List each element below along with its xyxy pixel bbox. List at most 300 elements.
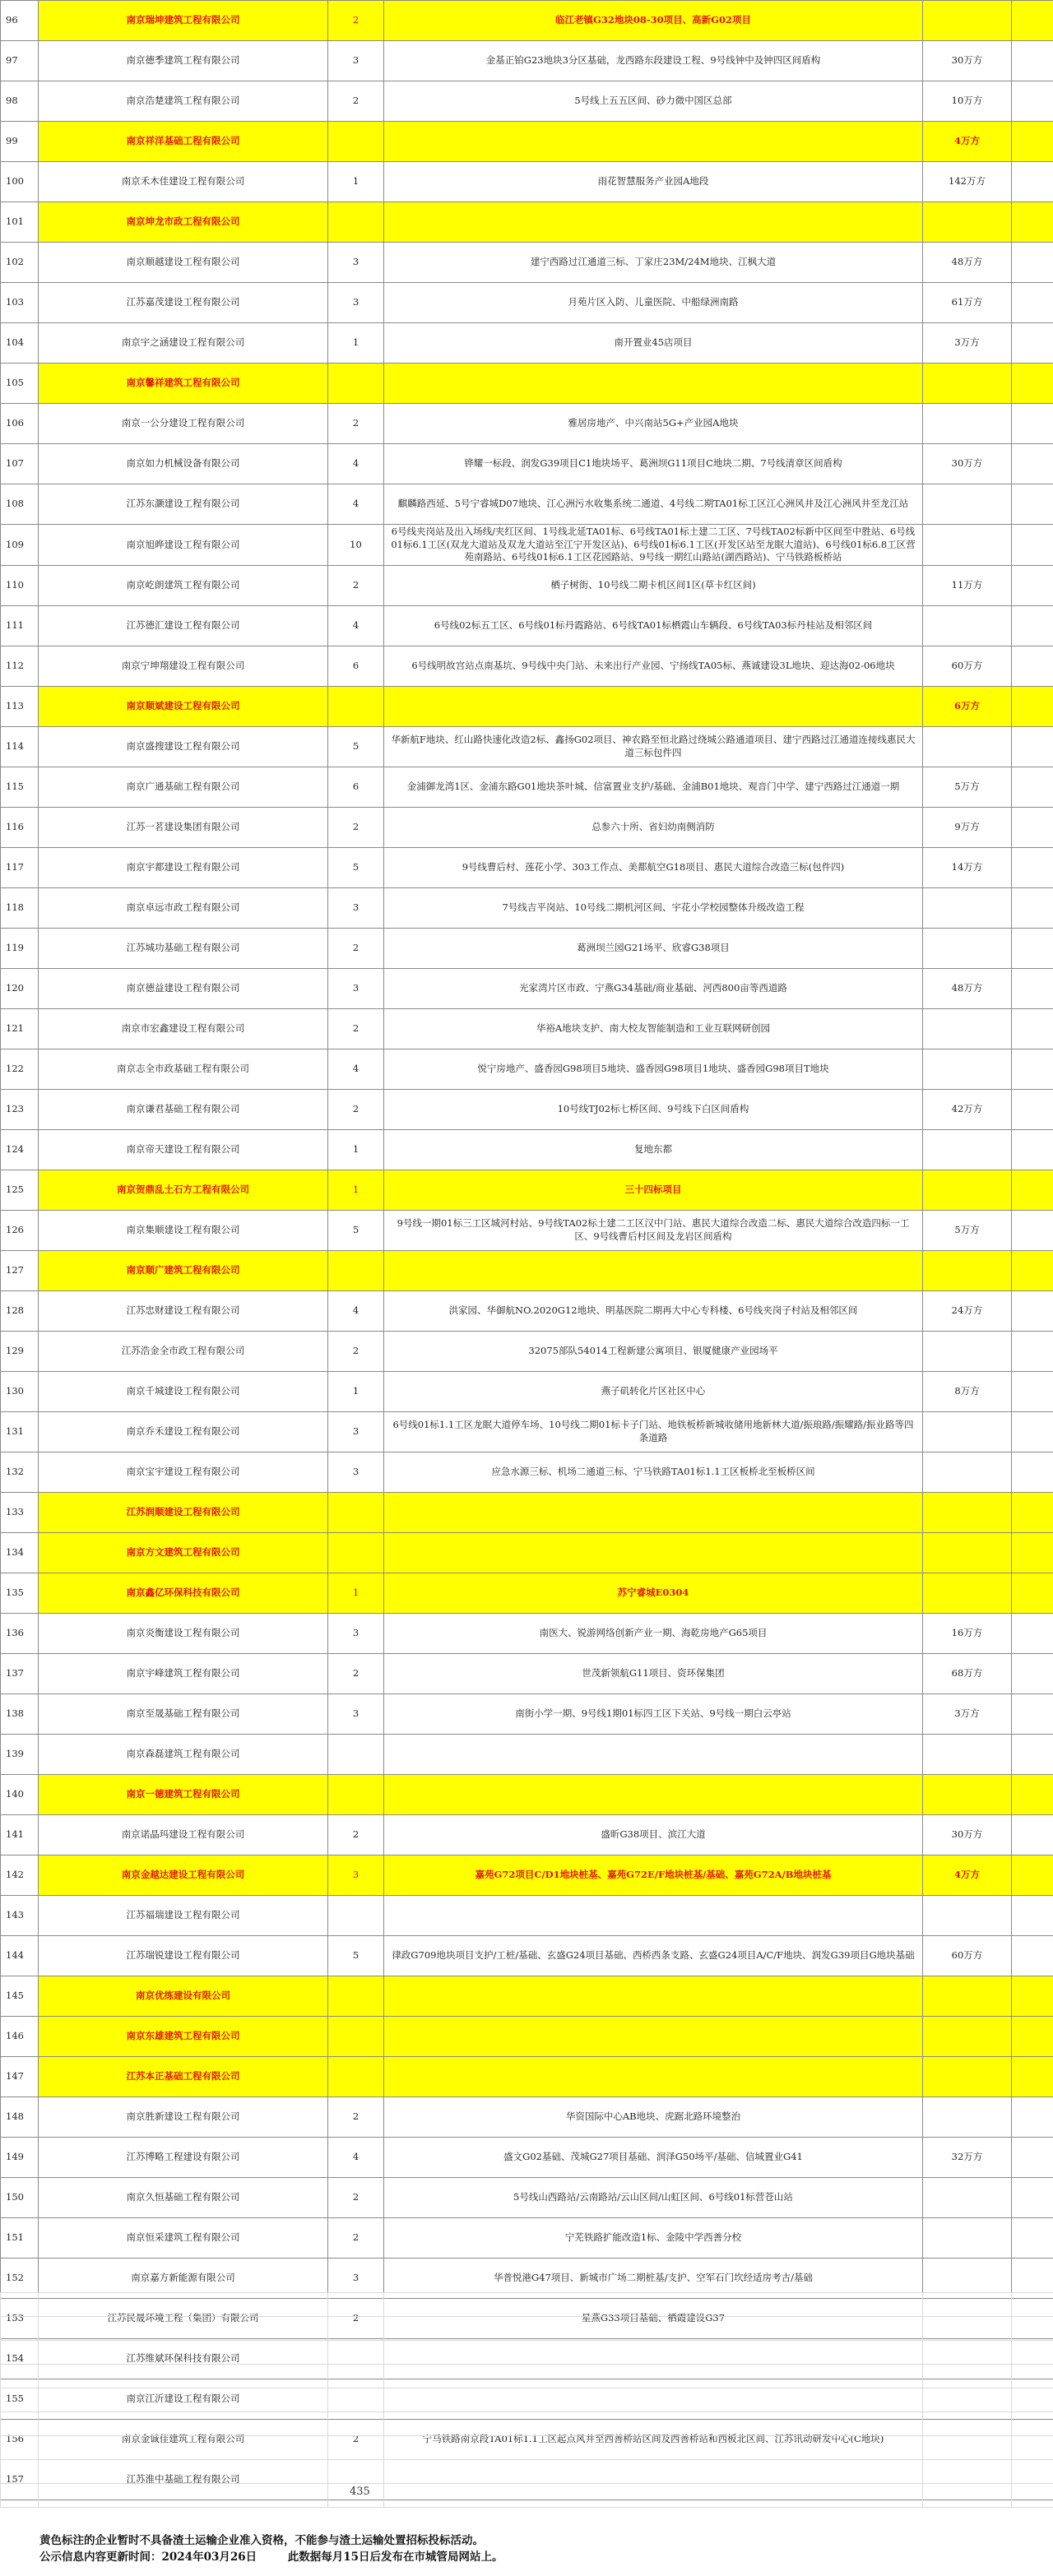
company-name: 南京谦君基础工程有限公司 [39,1089,328,1129]
table-row [1,1492,1053,1532]
blank-row [1,2317,1053,2341]
project-count: 2 [328,81,384,122]
row-number: 113 [1,686,39,726]
project-count: 3 [328,243,384,283]
blank-cell [328,2317,384,2341]
earth-volume: 30万方 [923,1814,1012,1855]
project-list [384,1532,923,1573]
company-name: 南京贺鼎乱土石方工程有限公司 [39,1170,328,1210]
company-name: 南京鑫亿环保科技有限公司 [39,1573,328,1613]
empty-cell [1012,1170,1053,1210]
earth-volume [923,928,1012,968]
earth-volume: 60万方 [923,1935,1012,1976]
earth-volume [923,1492,1012,1532]
empty-cell [1012,646,1053,686]
empty-cell [1012,565,1053,605]
table-row [1,404,1053,444]
empty-cell [1012,1774,1053,1814]
empty-cell [1012,887,1053,928]
table-row [1,2096,1053,2137]
earth-volume [923,484,1012,525]
project-count [328,686,384,726]
project-list [384,202,923,243]
row-number: 127 [1,1250,39,1290]
project-count: 4 [328,1049,384,1089]
project-count: 4 [328,484,384,525]
row-number: 105 [1,364,39,404]
row-number: 96 [1,1,39,41]
blank-cell [923,2484,1012,2508]
blank-grid [0,2292,1053,2508]
company-name: 江苏福瑞建设工程有限公司 [39,1895,328,1935]
blank-cell [923,2388,1012,2412]
company-name: 南京千城建设工程有限公司 [39,1371,328,1411]
empty-cell [1012,1452,1053,1492]
company-name: 江苏淮中基础工程有限公司 [39,2459,328,2500]
company-name: 南京帝天建设工程有限公司 [39,1129,328,1170]
company-name: 江苏维斌环保科技有限公司 [39,2338,328,2379]
table-row [1,2056,1053,2096]
table-row [1,444,1053,484]
earth-volume [923,887,1012,928]
project-list [384,1492,923,1532]
blank-cell [39,2460,328,2484]
table-row [1,1653,1053,1693]
table-row [1,847,1053,887]
empty-cell [1012,1331,1053,1371]
table-row [1,726,1053,767]
project-count [328,2056,384,2096]
empty-cell [1012,767,1053,807]
earth-volume [923,1331,1012,1371]
project-list: 世茂新领航G11项目、资环保集团 [384,1653,923,1693]
empty-cell [1012,404,1053,444]
company-name: 南京德益建设工程有限公司 [39,968,328,1008]
project-list: 苏宁睿城E0304 [384,1573,923,1613]
table-row [1,162,1053,202]
project-count: 3 [328,1452,384,1492]
blank-cell [1,2484,39,2508]
project-count: 2 [328,2419,384,2459]
blank-cell [328,2293,384,2317]
table-row [1,968,1053,1008]
empty-cell [1012,1089,1053,1129]
table-row [1,1129,1053,1170]
earth-volume: 4万方 [923,122,1012,162]
earth-volume [923,1532,1012,1573]
project-count: 5 [328,847,384,887]
project-count: 5 [328,726,384,767]
blank-cell [384,2317,923,2341]
table-row [1,525,1053,566]
company-name: 南京市宏鑫建设工程有限公司 [39,1008,328,1049]
project-count [328,1976,384,2016]
project-count [328,1492,384,1532]
table-row [1,1855,1053,1895]
empty-cell [1012,1210,1053,1250]
empty-cell [1012,1411,1053,1452]
empty-cell [1012,484,1053,525]
project-list: 悦宁房地产、盛香园G98项目5地块、盛香园G98项目1地块、盛香园G98项目T地块 [384,1049,923,1089]
row-number: 116 [1,807,39,847]
row-number: 142 [1,1855,39,1895]
earth-volume: 11万方 [923,565,1012,605]
row-number: 99 [1,122,39,162]
blank-cell [1,2436,39,2460]
project-list: 32075部队54014工程新建公寓项目、银厦健康产业园场平 [384,1331,923,1371]
table-row [1,1573,1053,1613]
empty-cell [1012,283,1053,323]
table-row [1,1089,1053,1129]
row-number: 107 [1,444,39,484]
blank-cell [1012,2388,1053,2412]
project-count: 2 [328,1,384,41]
project-count [328,122,384,162]
project-count: 3 [328,41,384,81]
row-number: 156 [1,2419,39,2459]
empty-cell [1012,444,1053,484]
project-list: 葛洲坝兰园G21场平、欣睿G38项目 [384,928,923,968]
empty-cell [1012,1532,1053,1573]
empty-cell [1012,364,1053,404]
table-row [1,1049,1053,1089]
table-row [1,2177,1053,2217]
row-number: 114 [1,726,39,767]
company-name: 江苏瑞锐建设工程有限公司 [39,1935,328,1976]
row-number: 146 [1,2016,39,2056]
row-number: 128 [1,1290,39,1331]
company-name: 南京久恒基础工程有限公司 [39,2177,328,2217]
empty-cell [1012,1613,1053,1653]
table-row [1,605,1053,646]
table-row [1,202,1053,243]
earth-volume [923,1411,1012,1452]
empty-cell [1012,1492,1053,1532]
table-row [1,122,1053,162]
earth-volume [923,1049,1012,1089]
blank-row [1,2293,1053,2317]
project-list: 嘉苑G72项目C/D1地块桩基、嘉苑G72E/F地块桩基/基础、嘉苑G72A/B地块桩基 [384,1855,923,1895]
table-row [1,1250,1053,1290]
project-list: 月苑片区入防、儿童医院、中船绿洲南路 [384,283,923,323]
blank-cell [39,2412,328,2436]
project-count: 2 [328,807,384,847]
earth-volume [923,1774,1012,1814]
project-count: 2 [328,2298,384,2338]
table-row [1,1452,1053,1492]
row-number: 152 [1,2258,39,2298]
project-count: 2 [328,1089,384,1129]
company-name: 南京宝宇建设工程有限公司 [39,1452,328,1492]
table-row [1,1008,1053,1049]
empty-cell [1012,525,1053,566]
project-count [328,202,384,243]
blank-cell [1012,2412,1053,2436]
footer-note: 黄色标注的企业暂时不具备渣土运输企业准入资格，不能参与渣土运输处置招标投标活动。 [39,2534,484,2547]
empty-cell [1012,726,1053,767]
table-row [1,81,1053,122]
project-list: 光家湾片区市政、宁燕G34基础/商业基础、河西800亩等西道路 [384,968,923,1008]
blank-cell [384,2341,923,2365]
earth-volume: 68万方 [923,1653,1012,1693]
earth-volume: 142万方 [923,162,1012,202]
project-count: 1 [328,162,384,202]
row-number: 140 [1,1774,39,1814]
row-number: 143 [1,1895,39,1935]
table-row [1,2137,1053,2177]
project-list [384,122,923,162]
empty-cell [1012,1653,1053,1693]
project-count [328,1250,384,1290]
blank-cell [923,2317,1012,2341]
company-name: 南京胜新建设工程有限公司 [39,2096,328,2137]
project-list: 南开置业45店项目 [384,323,923,364]
earth-volume: 14万方 [923,847,1012,887]
blank-cell [328,2460,384,2484]
earth-volume [923,2177,1012,2217]
blank-cell [39,2436,328,2460]
blank-cell [1,2412,39,2436]
company-name: 江苏城功基础工程有限公司 [39,928,328,968]
project-list: 宁芜铁路扩能改造1标、金陵中学西善分校 [384,2217,923,2258]
footer-schedule: 此数据每月15日后发布在市城管局网站上。 [287,2550,503,2564]
company-name: 南京顺广建筑工程有限公司 [39,1250,328,1290]
row-number: 136 [1,1613,39,1653]
empty-cell [1012,928,1053,968]
empty-cell [1012,2217,1053,2258]
blank-cell [1,2317,39,2341]
blank-cell [39,2293,328,2317]
company-name: 南京方文建筑工程有限公司 [39,1532,328,1573]
table-row [1,1693,1053,1734]
blank-cell [923,2365,1012,2388]
row-number: 109 [1,525,39,566]
blank-cell [1012,2293,1053,2317]
blank-cell [1012,2341,1053,2365]
empty-cell [1012,807,1053,847]
project-list [384,1250,923,1290]
earth-volume [923,1250,1012,1290]
table-row [1,1170,1053,1210]
earth-volume [923,1008,1012,1049]
earth-volume: 16万方 [923,1613,1012,1653]
empty-cell [1012,1290,1053,1331]
earth-volume [923,1129,1012,1170]
company-name: 南京卓远市政工程有限公司 [39,887,328,928]
row-number: 130 [1,1371,39,1411]
project-count: 10 [328,525,384,566]
empty-cell [1012,1,1053,41]
company-table-body [1,1,1053,2500]
project-list [384,2056,923,2096]
blank-row [1,2365,1053,2388]
footer-update-line [39,2550,1027,2566]
table-row [1,1734,1053,1774]
company-name: 南京浩楚建筑工程有限公司 [39,81,328,122]
table-row [1,323,1053,364]
earth-volume: 4万方 [923,1855,1012,1895]
company-name: 南京江沂建设工程有限公司 [39,2379,328,2419]
company-name: 南京旭晔建设工程有限公司 [39,525,328,566]
blank-row [1,2484,1053,2508]
project-list: 星燕G33项目基础、栖霞建设G37 [384,2298,923,2338]
project-count: 2 [328,1814,384,1855]
project-list: 栖子树街、10号线二期卡机区间1区(草卡红区间) [384,565,923,605]
earth-volume: 3万方 [923,1693,1012,1734]
row-number: 100 [1,162,39,202]
empty-cell [1012,1129,1053,1170]
empty-cell [1012,2177,1053,2217]
project-count: 1 [328,1129,384,1170]
project-count: 1 [328,1573,384,1613]
footer-update-label: 公示信息内容更新时间： [39,2550,162,2564]
empty-cell [1012,2137,1053,2177]
empty-cell [1012,1573,1053,1613]
row-number: 106 [1,404,39,444]
row-number: 115 [1,767,39,807]
company-name: 南京祥洋基础工程有限公司 [39,122,328,162]
earth-volume [923,2096,1012,2137]
company-name: 南京馨祥建筑工程有限公司 [39,364,328,404]
blank-cell [923,2412,1012,2436]
earth-volume [923,364,1012,404]
project-list: 6号线01标1.1工区龙眠大道停车场、10号线二期01标卡子门站、地铁板桥新城收储用地新林大道/振琅路/振耀路/振业路等四条道路 [384,1411,923,1452]
project-list: 华普悦港G47项目、新城市广场二期桩基/支护、空军石门坎经适房考古/基础 [384,2258,923,2298]
empty-cell [1012,2056,1053,2096]
project-count: 2 [328,1008,384,1049]
project-count: 3 [328,1855,384,1895]
company-name: 南京集顺建设工程有限公司 [39,1210,328,1250]
company-name: 江苏润顺建设工程有限公司 [39,1492,328,1532]
footer-notes [39,2533,1027,2565]
earth-volume [923,605,1012,646]
project-list: 华裕A地块支护、南大校友智能制造和工业互联网研创园 [384,1008,923,1049]
blank-cell [39,2388,328,2412]
company-name: 南京广通基础工程有限公司 [39,767,328,807]
row-number: 101 [1,202,39,243]
blank-cell [1012,2460,1053,2484]
project-count [328,1532,384,1573]
blank-cell [39,2341,328,2365]
project-count: 4 [328,1290,384,1331]
table-row [1,1,1053,41]
project-count: 3 [328,1411,384,1452]
row-number: 98 [1,81,39,122]
blank-cell [39,2317,328,2341]
project-count: 5 [328,1935,384,1976]
company-name: 南京东雄建筑工程有限公司 [39,2016,328,2056]
project-list: 6号线夹岗站及出入场线/夹红区间、1号线北延TA01标、6号线TA01标土建二工区、7号线TA02标新中区间至中胜站、6号线01标6.1工区(双龙大道站及双龙大道站至江宁开发区站)、6号线01标6.1工区(开发区站至龙眠大道站)、6号线01标6.8工区营苑南路站、6号线01标6.1工区花园路站、9号线一期红山路站(湖西路站)、宁马铁路板桥站 [384,525,923,566]
earth-volume: 5万方 [923,1210,1012,1250]
earth-volume [923,1895,1012,1935]
project-list: 雨花智慧服务产业园A地段 [384,162,923,202]
row-number: 104 [1,323,39,364]
project-count: 2 [328,1653,384,1693]
row-number: 157 [1,2459,39,2500]
empty-cell [1012,1734,1053,1774]
row-number: 131 [1,1411,39,1452]
company-name: 南京宁坤翔建设工程有限公司 [39,646,328,686]
table-row [1,283,1053,323]
project-count: 1 [328,323,384,364]
table-row [1,2217,1053,2258]
table-row [1,686,1053,726]
blank-row [1,2412,1053,2436]
project-list: 5号线山西路站/云南路站/云山区间/山虹区间、6号线01标营苍山站 [384,2177,923,2217]
row-number: 147 [1,2056,39,2096]
earth-volume [923,525,1012,566]
project-count: 2 [328,2177,384,2217]
row-number: 132 [1,1452,39,1492]
row-number: 119 [1,928,39,968]
empty-cell [1012,1935,1053,1976]
blank-cell [328,2412,384,2436]
company-name: 南京宇之涵建设工程有限公司 [39,323,328,364]
project-count: 3 [328,2258,384,2298]
company-name: 南京禾木佳建设工程有限公司 [39,162,328,202]
project-list: 洪家园、华御航NO.2020G12地块、明基医院二期再大中心专科楼、6号线夹岗子村站及相邻区间 [384,1290,923,1331]
project-count: 2 [328,1331,384,1371]
earth-volume [923,202,1012,243]
earth-volume [923,1734,1012,1774]
empty-cell [1012,122,1053,162]
table-row [1,484,1053,525]
project-list: 三十四标项目 [384,1170,923,1210]
blank-cell [1012,2365,1053,2388]
company-name: 南京金越达建设工程有限公司 [39,1855,328,1895]
row-number: 126 [1,1210,39,1250]
earth-volume: 30万方 [923,444,1012,484]
earth-volume: 9万方 [923,807,1012,847]
row-number: 108 [1,484,39,525]
table-row [1,1290,1053,1331]
earth-volume [923,1573,1012,1613]
table-row [1,1774,1053,1814]
table-row [1,807,1053,847]
project-list: 南医大、锐游网络创新产业一期、海乾房地产G65项目 [384,1613,923,1653]
empty-cell [1012,686,1053,726]
project-count: 4 [328,444,384,484]
project-list [384,686,923,726]
blank-cell [384,2412,923,2436]
empty-cell [1012,1049,1053,1089]
project-count: 2 [328,2217,384,2258]
earth-volume: 32万方 [923,2137,1012,2177]
row-number: 102 [1,243,39,283]
row-number: 154 [1,2338,39,2379]
empty-cell [1012,1855,1053,1895]
company-name: 南京优练建设有限公司 [39,1976,328,2016]
earth-volume: 3万方 [923,323,1012,364]
blank-cell [1012,2436,1053,2460]
earth-volume: 24万方 [923,1290,1012,1331]
table-row [1,1210,1053,1250]
earth-volume [923,726,1012,767]
project-list [384,1895,923,1935]
company-name: 南京金诚佳建筑工程有限公司 [39,2419,328,2459]
row-number: 144 [1,1935,39,1976]
project-count: 4 [328,2137,384,2177]
empty-cell [1012,1814,1053,1855]
row-number: 138 [1,1693,39,1734]
row-number: 112 [1,646,39,686]
project-count: 3 [328,1693,384,1734]
table-row [1,565,1053,605]
row-number: 125 [1,1170,39,1210]
blank-cell [923,2293,1012,2317]
earth-volume: 5万方 [923,767,1012,807]
earth-volume: 30万方 [923,41,1012,81]
